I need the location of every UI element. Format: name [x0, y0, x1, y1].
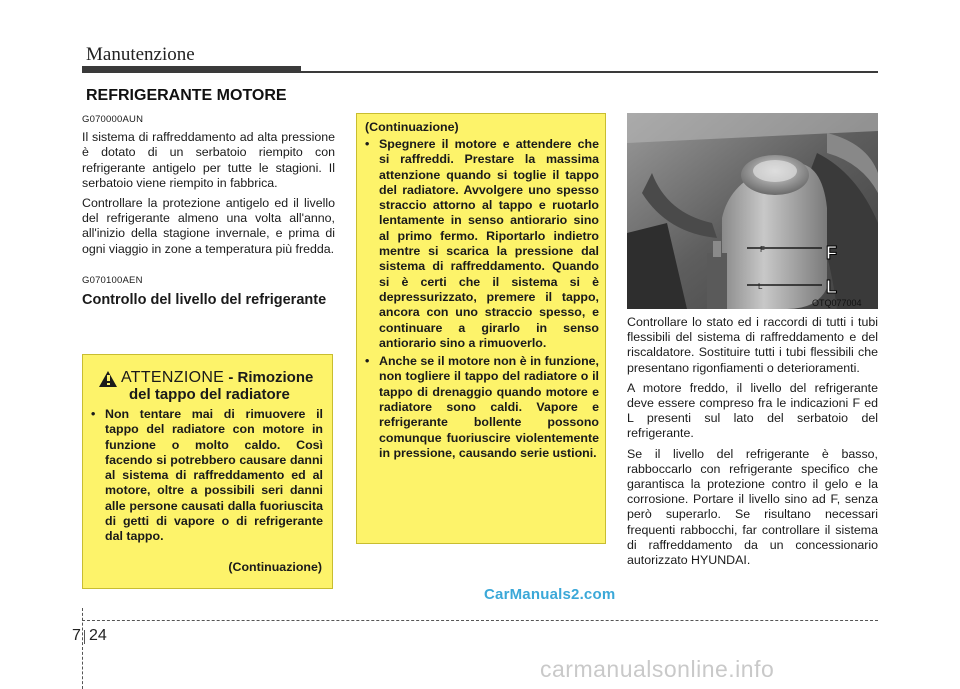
low-level-label: L	[826, 277, 837, 297]
full-level-label: F	[826, 243, 837, 263]
warning-bullet: • Non tentare mai di rimuovere il tappo del radiatore con motore in funzione o molto caldo. Così facendo si potrebbero causare danni al sistema di raffreddamento ed al motore, oltre a possibili seri danni alle persone causati dalla fuoriuscita di getti di vapore o di refrigerante dal tappo.	[91, 407, 323, 545]
paragraph: Il sistema di raffreddamento ad alta pressione è dotato di un serbatoio riempito con refrigerante antigelo per tutte le stagioni. Il serbatoio viene riempito in fabbrica.	[82, 130, 335, 190]
warning-title-main: ATTENZIONE	[121, 369, 225, 386]
warning-list	[91, 407, 323, 545]
warning-bullet: • Anche se il motore non è in funzione, non togliere il tappo del radiatore o il tappo di drenaggio quando motore e radiatore sono caldi. Vapore e refrigerante bollente possono comunque fuoriuscire violentemente in pressione, causando serie ustioni.	[365, 354, 599, 461]
continuation-note: (Continuazione)	[228, 560, 322, 574]
paragraph: Se il livello del refrigerante è basso, rabboccarlo con refrigerante specifico che garantisca la protezione contro il gelo e la corrosione. Portare il livello sino ad F, senza però superarlo. Se risultano necessari frequenti rabbocchi, far controllare il sistema di raffreddamento da un concessionario autorizzato HYUNDAI.	[627, 446, 878, 568]
paragraph: A motore freddo, il livello del refrigerante deve essere compreso fra le indicazioni F ed L presenti sul lato del serbatoio del refrigerante.	[627, 380, 878, 441]
subheading: Controllo del livello del refrigerante	[82, 292, 327, 309]
coolant-reservoir-photo	[627, 113, 878, 309]
continuation-header: (Continuazione)	[365, 120, 459, 134]
warning-title	[121, 369, 331, 403]
section-title: REFRIGERANTE MOTORE	[86, 87, 287, 104]
figure-caption: OTQ077004	[812, 298, 862, 308]
warning-title-line2: del tappo del radiatore	[129, 386, 290, 403]
right-column	[627, 315, 878, 573]
continued-warning-box	[356, 113, 606, 544]
chapter-number: 7	[72, 627, 81, 644]
svg-text:L: L	[758, 282, 763, 291]
watermark-carmanuals-link[interactable]: CarManuals2.com	[484, 586, 616, 603]
warning-title-rest: - Rimozione	[224, 369, 314, 386]
page-number-separator	[84, 630, 85, 644]
left-column	[82, 112, 335, 309]
warning-box	[82, 354, 333, 589]
engine-bay-illustration	[627, 113, 878, 309]
reference-code: G070000AUN	[82, 114, 144, 125]
warning-triangle-icon-dot	[107, 383, 110, 385]
footer-horizontal-guide	[82, 620, 878, 621]
watermark-carmanualsonline: carmanualsonline.info	[540, 656, 775, 682]
page-number: 24	[89, 627, 107, 644]
paragraph: Controllare lo stato ed i raccordi di tutti i tubi flessibili del sistema di raffreddamento e del riscaldatore. Sostituire tutti i tubi flessibili che presentano rigonfiamenti o deterioramenti.	[627, 315, 878, 375]
running-header-title: Manutenzione	[86, 44, 195, 65]
warning-bullet: • Spegnere il motore e attendere che si raffreddi. Prestare la massima attenzione quando si toglie il tappo del radiatore. Avvolgere uno spesso straccio attorno al tappo e ruotarlo lentamente in senso antiorario sino al primo fermo. Riportarlo indietro mentre si scarica la pressione dal sistema di raffreddamento. Quando si è certi che il sistema si è depressurizzato, premere il tappo, ancora con uno straccio spesso, e continuare a girarlo in senso antiorario sino a rimuoverlo.	[365, 137, 599, 351]
continued-warning-list	[365, 137, 599, 464]
reference-code: G070100AEN	[82, 274, 143, 286]
svg-text:F: F	[760, 245, 765, 254]
header-rule	[82, 71, 878, 73]
paragraph: Controllare la protezione antigelo ed il livello del refrigerante almeno una volta all'anno, all'inizio della stagione invernale, e prima di ogni viaggio in zone a temperatura più fredda.	[82, 196, 335, 256]
warning-triangle-icon-mark	[107, 375, 110, 381]
